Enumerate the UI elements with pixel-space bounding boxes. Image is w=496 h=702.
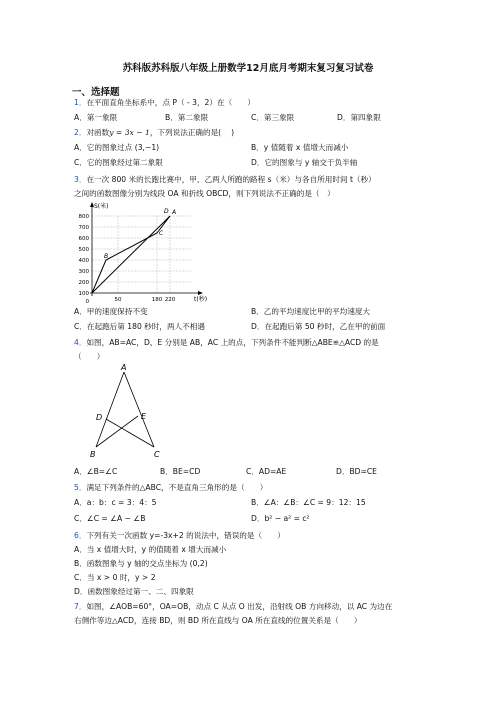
vertex-label-A: A	[121, 363, 127, 372]
q1-option-a: A．第一象限	[74, 113, 118, 122]
y-tick-label: 300	[78, 269, 89, 275]
question-4-stem-line2: （ ）	[74, 352, 105, 361]
question-1-stem: 1．在平面直角坐标系中，点 P（ - 3，2）在（ ）	[74, 98, 255, 107]
point-label-B: B	[104, 253, 109, 260]
q3-option-d: D．在起跑后第 50 秒时，乙在甲的前面	[251, 322, 386, 331]
q6-option-b: B．函数图象与 y 轴的交点坐标为 (0,2)	[74, 559, 208, 568]
q6-option-d: D．函数图象经过第一、二、四象限	[74, 587, 194, 596]
x-axis-label: t(秒)	[194, 296, 208, 303]
question-5-stem: 5．满足下列条件的△ABC，不是直角三角形的是（ ）	[74, 483, 268, 492]
formula: y = 3x − 1	[109, 128, 150, 137]
q3-option-b: B．乙的平均速度比甲的平均速度大	[251, 307, 371, 316]
q5-option-b: B．∠A：∠B：∠C = 9：12：15	[251, 498, 366, 507]
question-2-stem: 2．对函数y = 3x − 1，下列说法正确的是( )	[74, 128, 235, 137]
x-tick-label: 220	[164, 297, 176, 303]
x-tick-label: 50	[114, 297, 122, 303]
y-tick-label: 700	[78, 225, 89, 231]
q4-option-d: D．BD=CE	[336, 467, 377, 476]
q1-option-b: B．第二象限	[165, 113, 209, 122]
question-number: 1．	[74, 98, 87, 107]
y-tick-label: 600	[78, 236, 89, 242]
q1-option-c: C．第三象限	[251, 113, 295, 122]
q4-option-c: C．AD=AE	[246, 467, 287, 476]
race-graph	[70, 200, 220, 308]
question-3-stem-line2: 之间的函数图像分别为线段 OA 和折线 OBCD，则下列说法不正确的是（ ）	[74, 189, 335, 198]
q4-option-b: B．BE=CD	[160, 467, 201, 476]
y-tick-label: 400	[78, 258, 89, 264]
q3-option-a: A．甲的速度保持不变	[74, 307, 148, 316]
point-label-A: A	[172, 209, 177, 216]
question-3-stem: 3．在一次 800 米的长跑比赛中，甲、乙两人所跑的路程 s（米）与各自所用时间 t（秒）	[74, 175, 376, 184]
q4-option-a: A．∠B=∠C	[74, 467, 118, 476]
y-tick-label: 500	[78, 247, 89, 253]
question-7-stem: 7．如图，∠AOB=60°，OA=OB，动点 C 从点 O 出发，沿射线 OB 方向移动，以 AC 为边在	[74, 602, 393, 611]
question-6-stem: 6．下列有关一次函数 y=-3x+2 的说法中，错误的是（ ）	[74, 531, 285, 540]
q5-option-d: D．b² − a² = c²	[251, 514, 310, 523]
point-label-D: D	[164, 208, 169, 215]
x-tick-label: 180	[151, 297, 163, 303]
q3-option-c: C．在起跑后第 180 秒时，两人不相遇	[74, 322, 205, 331]
q5-option-a: A．a：b：c = 3：4：5	[74, 498, 157, 507]
q2-option-c: C．它的图象经过第二象限	[74, 158, 163, 167]
vertex-label-D: D	[96, 413, 103, 422]
q2-option-d: D．它的图象与 y 轴交于负半轴	[251, 158, 358, 167]
q5-option-c: C．∠C = ∠A − ∠B	[74, 514, 146, 523]
q1-option-d: D．第四象限	[337, 113, 381, 122]
y-tick-label: 200	[78, 280, 89, 286]
section-heading: 一、选择题	[72, 87, 120, 98]
q6-option-c: C．当 x > 0 时，y > 2	[74, 573, 156, 582]
document-title: 苏科版苏科版八年级上册数学12月底月考期末复习复习试卷	[122, 63, 374, 74]
origin-label: 0	[85, 299, 89, 305]
y-tick-label: 100	[78, 291, 89, 297]
vertex-label-E: E	[141, 412, 147, 421]
q2-option-b: B．y 值随着 x 值增大而减小	[251, 143, 349, 152]
point-label-C: C	[159, 230, 164, 237]
question-7-stem-line2: 右侧作等边△ACD，连接 BD，则 BD 所在直线与 OA 所在直线的位置关系是（ ）	[74, 616, 362, 625]
q2-option-a: A．它的图象过点 (3,−1)	[74, 143, 160, 152]
y-tick-label: 800	[78, 214, 89, 220]
question-4-stem: 4．如图，AB=AC，D、E 分别是 AB，AC 上的点，下列条件不能判断△ABE≌△ACD 的是	[74, 338, 379, 347]
vertex-label-C: C	[154, 450, 160, 458]
y-axis-label: S(米)	[94, 203, 109, 210]
vertex-label-B: B	[90, 450, 96, 458]
triangle-figure	[86, 362, 166, 458]
q6-option-a: A．当 x 值增大时，y 的值随着 x 增大而减小	[74, 545, 227, 554]
